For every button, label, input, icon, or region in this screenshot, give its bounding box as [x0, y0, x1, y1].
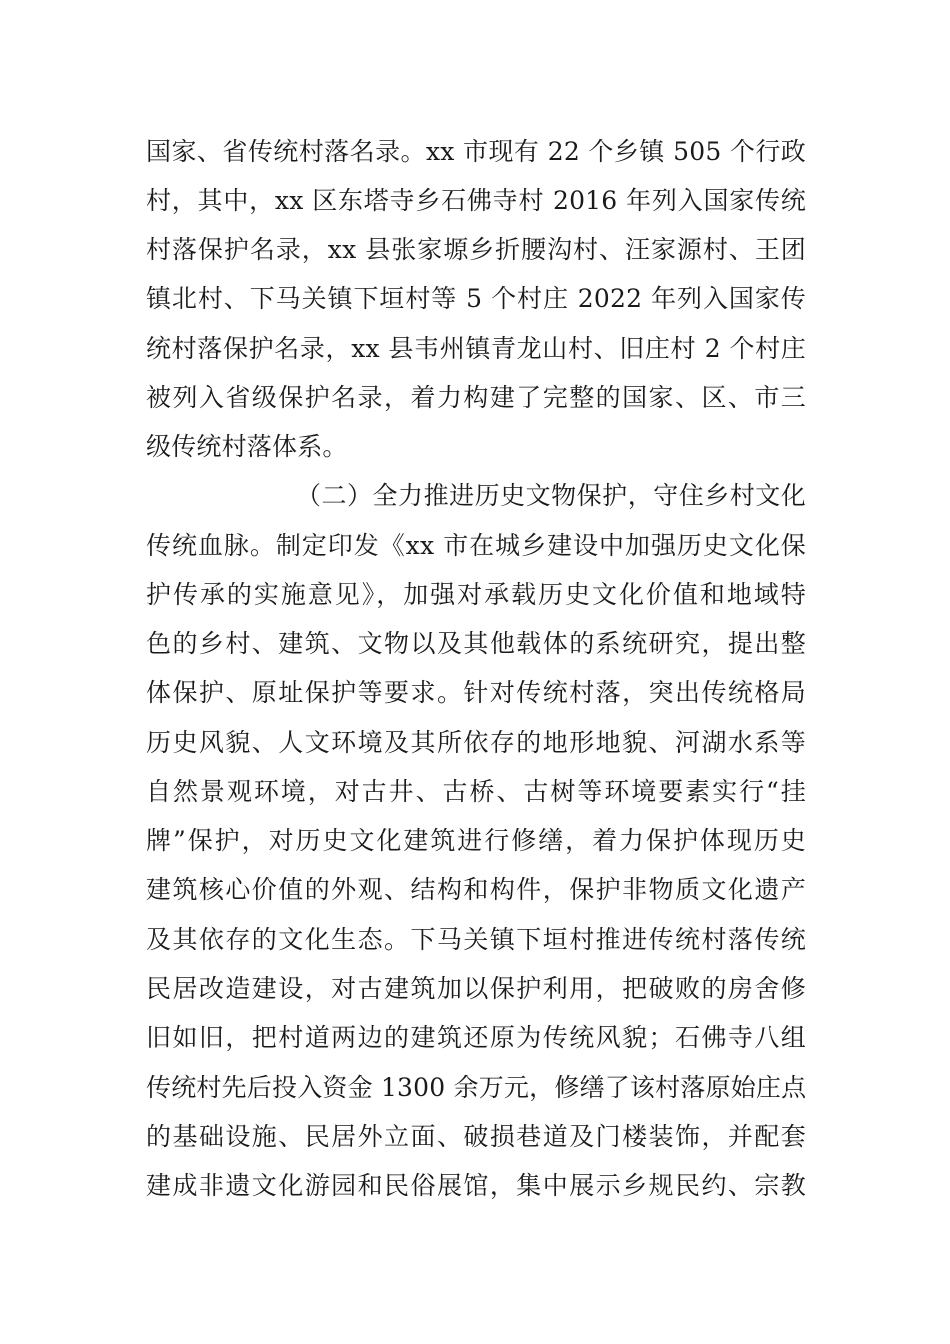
text-line: 村，其中，xx 区东塔寺乡石佛寺村 2016 年列入国家传统	[146, 186, 806, 215]
text-line: 建筑核心价值的外观、结构和构件，保护非物质文化遗产	[146, 875, 806, 904]
section-heading: （二）全力推进历史文物保护，守住乡村文化	[296, 481, 806, 510]
text-line: 体保护、原址保护等要求。针对传统村落，突出传统格局	[146, 678, 806, 707]
text-line: 色的乡村、建筑、文物以及其他载体的系统研究，提出整	[146, 629, 806, 658]
text-line: 镇北村、下马关镇下垣村等 5 个村庄 2022 年列入国家传	[146, 284, 806, 313]
text-line: 护传承的实施意见》，加强对承载历史文化价值和地域特	[146, 580, 806, 609]
text-line: 牌”保护，对历史文化建筑进行修缮，着力保护体现历史	[146, 826, 806, 855]
text-line: 传统村先后投入资金 1300 余万元，修缮了该村落原始庄点	[146, 1073, 806, 1102]
text-line: 的基础设施、民居外立面、破损巷道及门楼装饰，并配套	[146, 1122, 806, 1151]
text-line: 建成非遗文化游园和民俗展馆，集中展示乡规民约、宗教	[146, 1171, 806, 1200]
text-line: 村落保护名录，xx 县张家塬乡折腰沟村、汪家源村、王团	[146, 235, 806, 264]
text-line: 历史风貌、人文环境及其所依存的地形地貌、河湖水系等	[146, 728, 806, 757]
text-line: 级传统村落体系。	[146, 432, 348, 461]
text-line: 统村落保护名录，xx 县韦州镇青龙山村、旧庄村 2 个村庄	[146, 334, 806, 363]
text-line: 国家、省传统村落名录。xx 市现有 22 个乡镇 505 个行政	[146, 137, 806, 166]
text-line: 被列入省级保护名录，着力构建了完整的国家、区、市三	[146, 383, 806, 412]
text-line: 及其依存的文化生态。下马关镇下垣村推进传统村落传统	[146, 925, 806, 954]
text-line: 传统血脉。制定印发《xx 市在城乡建设中加强历史文化保	[146, 531, 806, 560]
text-line: 民居改造建设，对古建筑加以保护利用，把破败的房舍修	[146, 974, 806, 1003]
text-line: 旧如旧，把村道两边的建筑还原为传统风貌；石佛寺八组	[146, 1023, 806, 1052]
text-line: 自然景观环境，对古井、古桥、古树等环境要素实行“挂	[146, 777, 806, 806]
